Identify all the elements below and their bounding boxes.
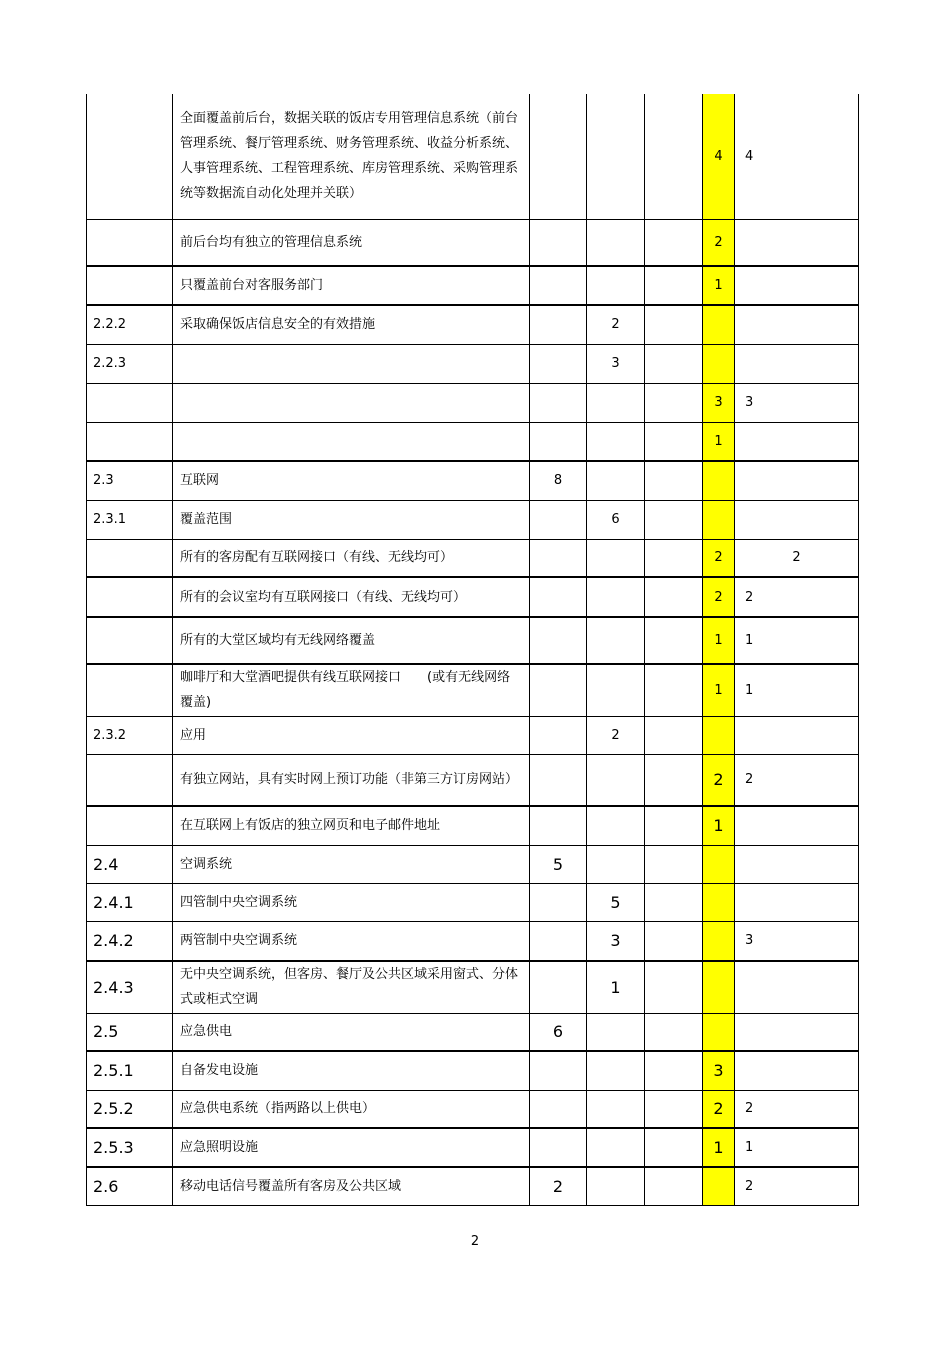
score-col-4-cell: 3 bbox=[587, 921, 645, 961]
score-col-5-cell bbox=[645, 344, 703, 383]
awarded-score-cell bbox=[735, 961, 859, 1013]
score-col-5-cell bbox=[645, 1167, 703, 1205]
table-row bbox=[87, 883, 859, 921]
highlight-score-cell: 2 bbox=[703, 754, 735, 806]
score-col-4-cell bbox=[587, 754, 645, 806]
highlight-score-cell: 1 bbox=[703, 422, 735, 461]
row-description-cell: 只覆盖前台对客服务部门 bbox=[173, 266, 530, 305]
score-col-4-cell bbox=[587, 577, 645, 617]
score-col-3-cell: 2 bbox=[530, 1167, 587, 1205]
row-code-cell: 2.6 bbox=[87, 1167, 173, 1205]
highlight-score-cell: 4 bbox=[703, 94, 735, 219]
table-row bbox=[87, 617, 859, 664]
row-description-cell: 两管制中央空调系统 bbox=[173, 921, 530, 961]
row-description-cell: 有独立网站，具有实时网上预订功能（非第三方订房网站） bbox=[173, 754, 530, 806]
score-col-3-cell bbox=[530, 883, 587, 921]
highlight-score-cell: 1 bbox=[703, 664, 735, 716]
row-code-cell bbox=[87, 422, 173, 461]
awarded-score-cell bbox=[735, 883, 859, 921]
highlight-score-cell: 2 bbox=[703, 577, 735, 617]
score-col-5-cell bbox=[645, 539, 703, 577]
row-description-cell: 应急供电系统（指两路以上供电） bbox=[173, 1090, 530, 1128]
awarded-score-cell bbox=[735, 344, 859, 383]
score-col-3-cell bbox=[530, 1090, 587, 1128]
table-row bbox=[87, 94, 859, 219]
score-col-5-cell bbox=[645, 500, 703, 539]
row-description-cell: 所有的会议室均有互联网接口（有线、无线均可） bbox=[173, 577, 530, 617]
highlight-score-cell: 3 bbox=[703, 1051, 735, 1090]
score-col-4-cell bbox=[587, 806, 645, 845]
score-col-5-cell bbox=[645, 716, 703, 754]
row-description-cell: 移动电话信号覆盖所有客房及公共区域 bbox=[173, 1167, 530, 1205]
highlight-score-cell: 1 bbox=[703, 1128, 735, 1167]
score-col-4-cell bbox=[587, 1090, 645, 1128]
highlight-score-cell: 3 bbox=[703, 383, 735, 422]
row-description-cell: 覆盖范围 bbox=[173, 500, 530, 539]
row-code-cell bbox=[87, 539, 173, 577]
row-description-cell: 所有的客房配有互联网接口（有线、无线均可） bbox=[173, 539, 530, 577]
score-col-5-cell bbox=[645, 921, 703, 961]
score-col-5-cell bbox=[645, 664, 703, 716]
awarded-score-cell bbox=[735, 1013, 859, 1051]
score-col-5-cell bbox=[645, 383, 703, 422]
highlight-score-cell: 2 bbox=[703, 219, 735, 266]
table-row bbox=[87, 1090, 859, 1128]
row-description-cell bbox=[173, 344, 530, 383]
row-code-cell: 2.2.3 bbox=[87, 344, 173, 383]
highlight-score-cell: 1 bbox=[703, 617, 735, 664]
highlight-score-cell bbox=[703, 500, 735, 539]
score-col-4-cell bbox=[587, 422, 645, 461]
score-col-3-cell bbox=[530, 500, 587, 539]
row-description-cell: 全面覆盖前后台，数据关联的饭店专用管理信息系统（前台管理系统、餐厅管理系统、财务管理系统、收益分析系统、人事管理系统、工程管理系统、库房管理系统、采购管理系统等数据流自动化处理并关联） bbox=[173, 94, 530, 219]
score-col-5-cell bbox=[645, 1013, 703, 1051]
highlight-score-cell bbox=[703, 1013, 735, 1051]
row-description-cell: 采取确保饭店信息安全的有效措施 bbox=[173, 305, 530, 344]
highlight-score-cell bbox=[703, 716, 735, 754]
awarded-score-cell: 1 bbox=[735, 1128, 859, 1167]
awarded-score-cell: 1 bbox=[735, 664, 859, 716]
highlight-score-cell: 1 bbox=[703, 806, 735, 845]
row-code-cell: 2.4 bbox=[87, 845, 173, 883]
highlight-score-cell bbox=[703, 461, 735, 500]
awarded-score-cell: 2 bbox=[735, 577, 859, 617]
table-row bbox=[87, 383, 859, 422]
table-row bbox=[87, 461, 859, 500]
score-col-5-cell bbox=[645, 1051, 703, 1090]
score-col-5-cell bbox=[645, 422, 703, 461]
score-col-4-cell bbox=[587, 539, 645, 577]
table-row bbox=[87, 500, 859, 539]
score-col-3-cell bbox=[530, 961, 587, 1013]
score-col-3-cell: 8 bbox=[530, 461, 587, 500]
score-col-4-cell bbox=[587, 1128, 645, 1167]
row-code-cell bbox=[87, 617, 173, 664]
score-col-3-cell bbox=[530, 383, 587, 422]
highlight-score-cell bbox=[703, 961, 735, 1013]
score-col-4-cell: 2 bbox=[587, 716, 645, 754]
scoring-table bbox=[86, 94, 859, 1206]
table-row bbox=[87, 961, 859, 1013]
awarded-score-cell bbox=[735, 500, 859, 539]
score-col-5-cell bbox=[645, 305, 703, 344]
score-col-3-cell bbox=[530, 305, 587, 344]
score-col-3-cell bbox=[530, 422, 587, 461]
awarded-score-cell bbox=[735, 716, 859, 754]
row-description-cell bbox=[173, 383, 530, 422]
highlight-score-cell: 1 bbox=[703, 266, 735, 305]
score-col-4-cell bbox=[587, 617, 645, 664]
awarded-score-cell bbox=[735, 845, 859, 883]
score-col-4-cell bbox=[587, 266, 645, 305]
row-description-cell: 四管制中央空调系统 bbox=[173, 883, 530, 921]
row-code-cell: 2.3.2 bbox=[87, 716, 173, 754]
table-row bbox=[87, 716, 859, 754]
score-col-3-cell bbox=[530, 539, 587, 577]
row-code-cell: 2.5 bbox=[87, 1013, 173, 1051]
score-col-3-cell bbox=[530, 754, 587, 806]
table-row bbox=[87, 422, 859, 461]
table-row bbox=[87, 754, 859, 806]
table-row bbox=[87, 664, 859, 716]
table-row bbox=[87, 266, 859, 305]
row-code-cell: 2.3 bbox=[87, 461, 173, 500]
score-col-4-cell bbox=[587, 1167, 645, 1205]
table-row bbox=[87, 1128, 859, 1167]
row-code-cell bbox=[87, 806, 173, 845]
score-col-5-cell bbox=[645, 1128, 703, 1167]
score-col-3-cell bbox=[530, 1128, 587, 1167]
page-number: 2 bbox=[470, 1234, 480, 1249]
table-row bbox=[87, 1167, 859, 1205]
highlight-score-cell bbox=[703, 305, 735, 344]
score-col-5-cell bbox=[645, 94, 703, 219]
row-description-cell: 在互联网上有饭店的独立网页和电子邮件地址 bbox=[173, 806, 530, 845]
highlight-score-cell bbox=[703, 344, 735, 383]
row-description-cell: 前后台均有独立的管理信息系统 bbox=[173, 219, 530, 266]
score-col-3-cell: 6 bbox=[530, 1013, 587, 1051]
awarded-score-cell bbox=[735, 305, 859, 344]
table-row bbox=[87, 921, 859, 961]
score-col-3-cell bbox=[530, 266, 587, 305]
score-col-4-cell bbox=[587, 1013, 645, 1051]
row-code-cell: 2.4.2 bbox=[87, 921, 173, 961]
row-description-cell: 应急照明设施 bbox=[173, 1128, 530, 1167]
table-row bbox=[87, 577, 859, 617]
score-col-5-cell bbox=[645, 1090, 703, 1128]
score-col-3-cell bbox=[530, 806, 587, 845]
row-code-cell bbox=[87, 577, 173, 617]
table-row bbox=[87, 845, 859, 883]
highlight-score-cell bbox=[703, 845, 735, 883]
row-description-cell: 空调系统 bbox=[173, 845, 530, 883]
awarded-score-cell bbox=[735, 266, 859, 305]
row-description-cell: 互联网 bbox=[173, 461, 530, 500]
awarded-score-cell: 2 bbox=[735, 754, 859, 806]
row-code-cell: 2.5.3 bbox=[87, 1128, 173, 1167]
awarded-score-cell: 3 bbox=[735, 921, 859, 961]
score-col-4-cell: 2 bbox=[587, 305, 645, 344]
row-description-cell: 咖啡厅和大堂酒吧提供有线互联网接口 (或有无线网络覆盖) bbox=[173, 664, 530, 716]
score-col-3-cell bbox=[530, 921, 587, 961]
row-code-cell bbox=[87, 664, 173, 716]
row-description-cell bbox=[173, 422, 530, 461]
awarded-score-cell: 2 bbox=[735, 539, 859, 577]
score-col-5-cell bbox=[645, 754, 703, 806]
row-description-cell: 自备发电设施 bbox=[173, 1051, 530, 1090]
row-code-cell: 2.4.3 bbox=[87, 961, 173, 1013]
awarded-score-cell: 2 bbox=[735, 1167, 859, 1205]
score-col-4-cell: 1 bbox=[587, 961, 645, 1013]
table-row bbox=[87, 539, 859, 577]
table-row bbox=[87, 219, 859, 266]
score-col-4-cell bbox=[587, 383, 645, 422]
row-code-cell bbox=[87, 383, 173, 422]
row-code-cell bbox=[87, 266, 173, 305]
awarded-score-cell bbox=[735, 461, 859, 500]
row-code-cell bbox=[87, 94, 173, 219]
awarded-score-cell: 3 bbox=[735, 383, 859, 422]
row-description-cell: 应急供电 bbox=[173, 1013, 530, 1051]
highlight-score-cell bbox=[703, 883, 735, 921]
table-row bbox=[87, 1051, 859, 1090]
score-col-5-cell bbox=[645, 961, 703, 1013]
awarded-score-cell: 2 bbox=[735, 1090, 859, 1128]
score-col-5-cell bbox=[645, 806, 703, 845]
table-row bbox=[87, 344, 859, 383]
row-description-cell: 应用 bbox=[173, 716, 530, 754]
score-col-5-cell bbox=[645, 845, 703, 883]
score-col-3-cell bbox=[530, 716, 587, 754]
row-description-cell: 所有的大堂区域均有无线网络覆盖 bbox=[173, 617, 530, 664]
highlight-score-cell: 2 bbox=[703, 1090, 735, 1128]
row-code-cell bbox=[87, 754, 173, 806]
highlight-score-cell bbox=[703, 1167, 735, 1205]
table-row bbox=[87, 1013, 859, 1051]
table-row bbox=[87, 806, 859, 845]
score-col-4-cell: 5 bbox=[587, 883, 645, 921]
row-code-cell: 2.3.1 bbox=[87, 500, 173, 539]
score-col-5-cell bbox=[645, 461, 703, 500]
score-col-4-cell bbox=[587, 461, 645, 500]
score-col-3-cell bbox=[530, 1051, 587, 1090]
row-code-cell bbox=[87, 219, 173, 266]
score-col-4-cell bbox=[587, 94, 645, 219]
score-col-3-cell bbox=[530, 344, 587, 383]
score-col-3-cell bbox=[530, 617, 587, 664]
awarded-score-cell bbox=[735, 1051, 859, 1090]
score-col-3-cell bbox=[530, 219, 587, 266]
row-code-cell: 2.5.2 bbox=[87, 1090, 173, 1128]
awarded-score-cell: 4 bbox=[735, 94, 859, 219]
awarded-score-cell bbox=[735, 219, 859, 266]
score-col-5-cell bbox=[645, 617, 703, 664]
score-col-3-cell: 5 bbox=[530, 845, 587, 883]
score-col-4-cell bbox=[587, 219, 645, 266]
score-col-4-cell bbox=[587, 1051, 645, 1090]
score-col-3-cell bbox=[530, 577, 587, 617]
highlight-score-cell: 2 bbox=[703, 539, 735, 577]
score-col-3-cell bbox=[530, 664, 587, 716]
awarded-score-cell bbox=[735, 422, 859, 461]
highlight-score-cell bbox=[703, 921, 735, 961]
score-col-4-cell: 6 bbox=[587, 500, 645, 539]
table-row bbox=[87, 305, 859, 344]
score-col-4-cell: 3 bbox=[587, 344, 645, 383]
score-col-5-cell bbox=[645, 883, 703, 921]
row-code-cell: 2.4.1 bbox=[87, 883, 173, 921]
score-col-4-cell bbox=[587, 845, 645, 883]
row-code-cell: 2.2.2 bbox=[87, 305, 173, 344]
score-col-5-cell bbox=[645, 577, 703, 617]
score-col-5-cell bbox=[645, 219, 703, 266]
row-description-cell: 无中央空调系统，但客房、餐厅及公共区域采用窗式、分体式或柜式空调 bbox=[173, 961, 530, 1013]
score-col-5-cell bbox=[645, 266, 703, 305]
row-code-cell: 2.5.1 bbox=[87, 1051, 173, 1090]
awarded-score-cell bbox=[735, 806, 859, 845]
score-col-3-cell bbox=[530, 94, 587, 219]
awarded-score-cell: 1 bbox=[735, 617, 859, 664]
score-col-4-cell bbox=[587, 664, 645, 716]
